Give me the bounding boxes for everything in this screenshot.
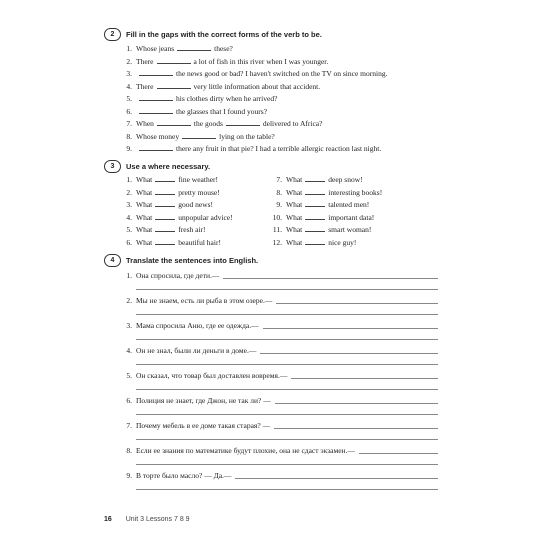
sentence-text: Мама спросила Аню, где ее одежда.— (136, 321, 259, 330)
exclamation-item (120, 238, 221, 247)
exclamation-item (120, 225, 206, 234)
item-number: 9. (126, 471, 132, 480)
item-text: deep snow! (328, 175, 363, 184)
answer-blank[interactable] (139, 144, 173, 151)
gap-fill-item (120, 144, 381, 153)
answer-blank[interactable] (155, 213, 175, 220)
answer-line[interactable] (275, 403, 438, 404)
item-number: 4. (126, 81, 132, 91)
gap-fill-item (120, 94, 277, 103)
item-text: the news good or bad? I haven't switched on the TV on since morning. (176, 69, 388, 78)
item-number: 7. (276, 175, 282, 184)
exercise-4-number: 4 (104, 254, 121, 267)
gap-fill-item (120, 57, 328, 66)
answer-blank[interactable] (305, 200, 325, 207)
translation-item (120, 296, 272, 305)
item-text: unpopular advice! (178, 212, 233, 222)
answer-blank[interactable] (157, 57, 191, 64)
translation-item (120, 346, 256, 355)
item-word: What (136, 175, 153, 184)
page-number: 16 (104, 516, 112, 523)
exclamation-item (120, 213, 233, 222)
exclamation-item (270, 225, 371, 234)
translation-item (120, 446, 355, 455)
exercise-2-number: 2 (104, 28, 121, 41)
item-number: 6. (126, 396, 132, 405)
gap-fill-item (120, 119, 322, 128)
answer-line[interactable] (263, 328, 438, 329)
item-text: very little information about that accident. (193, 81, 321, 91)
item-number: 3. (126, 200, 132, 209)
exclamation-item (120, 188, 220, 197)
answer-line[interactable] (136, 314, 438, 315)
answer-line[interactable] (274, 428, 438, 429)
item-text: fresh air! (178, 225, 206, 234)
item-word: What (136, 212, 153, 222)
item-word: What (286, 237, 303, 247)
gap-fill-item (120, 107, 267, 116)
item-text-after: delivered to Africa? (262, 119, 323, 128)
exercise-3-number: 3 (104, 160, 121, 173)
answer-blank[interactable] (157, 82, 191, 89)
exclamation-item (270, 175, 363, 184)
answer-blank[interactable] (305, 238, 325, 245)
answer-line[interactable] (136, 439, 438, 440)
gap-fill-item (120, 69, 387, 78)
answer-blank[interactable] (305, 175, 325, 182)
item-number: 4. (126, 212, 132, 222)
item-text: smart woman! (328, 225, 372, 234)
answer-line[interactable] (235, 478, 438, 479)
item-text: nice guy! (328, 237, 357, 247)
answer-line[interactable] (359, 453, 438, 454)
unit-label: Unit 3 Lessons 7 8 9 (125, 516, 190, 523)
translation-item (120, 321, 259, 330)
item-word: What (286, 212, 303, 222)
item-text: a lot of fish in this river when I was younger. (193, 56, 329, 66)
answer-line[interactable] (260, 353, 438, 354)
item-number: 1. (126, 271, 132, 280)
translation-item (120, 271, 219, 280)
item-number: 4. (126, 346, 132, 355)
item-text: the glasses that I found yours? (176, 106, 268, 116)
answer-blank[interactable] (155, 188, 175, 195)
item-text-before: Whose jeans (136, 44, 175, 53)
item-text: interesting books! (328, 187, 383, 197)
item-text: lying on the table? (219, 131, 275, 141)
item-number: 2. (126, 296, 132, 305)
answer-blank[interactable] (155, 200, 175, 207)
answer-blank[interactable] (139, 94, 173, 101)
item-word: What (286, 187, 303, 197)
answer-blank[interactable] (305, 225, 325, 232)
item-number: 8. (126, 131, 132, 141)
answer-blank[interactable] (155, 238, 175, 245)
answer-line[interactable] (223, 278, 438, 279)
page-footer (104, 516, 190, 523)
item-number: 9. (276, 200, 282, 209)
sentence-text: Полиция не знает, где Джон, не так ли? — (136, 396, 271, 405)
item-text: beautiful hair! (178, 237, 221, 247)
item-text: talented men! (328, 200, 370, 209)
item-number: 1. (126, 175, 132, 184)
translation-item (120, 371, 287, 380)
answer-blank[interactable] (155, 175, 175, 182)
answer-blank[interactable] (177, 44, 211, 51)
item-word: What (286, 200, 303, 209)
answer-blank[interactable] (139, 69, 173, 76)
exclamation-item (270, 213, 374, 222)
item-word: What (286, 225, 303, 234)
answer-line[interactable] (136, 364, 438, 365)
item-text-before: Whose money (136, 131, 180, 141)
gap-fill-item (120, 82, 320, 91)
item-word: What (286, 175, 303, 184)
item-number: 2. (126, 56, 132, 66)
sentence-text: Она спросила, где дети.— (136, 271, 220, 280)
answer-line[interactable] (136, 289, 438, 290)
item-number: 2. (126, 187, 132, 197)
exclamation-item (120, 175, 218, 184)
item-word: What (136, 237, 153, 247)
item-text: these? (214, 44, 233, 53)
item-text-before: There (136, 81, 154, 91)
item-number: 5. (126, 371, 132, 380)
answer-line[interactable] (291, 378, 438, 379)
answer-blank[interactable] (305, 213, 325, 220)
answer-line[interactable] (136, 339, 438, 340)
item-word: What (136, 200, 153, 209)
answer-blank[interactable] (182, 132, 216, 139)
item-number: 7. (126, 421, 132, 430)
sentence-text: Если ее знания по математике будут плохие, она не сдаст экзамен.— (136, 446, 355, 455)
item-number: 5. (126, 94, 132, 103)
item-text: fine weather! (178, 175, 219, 184)
item-text: the goods (193, 119, 223, 128)
item-text: important data! (328, 212, 375, 222)
sentence-text: Почему мебель в ее доме такая старая? — (136, 421, 271, 430)
answer-line[interactable] (136, 414, 438, 415)
answer-blank[interactable] (226, 119, 260, 126)
item-number: 9. (126, 144, 132, 153)
answer-line[interactable] (276, 303, 438, 304)
item-text: his clothes dirty when he arrived? (176, 94, 278, 103)
sentence-text: Он сказал, что товар был доставлен вовремя.— (136, 371, 288, 380)
item-number: 8. (126, 446, 132, 455)
exercise-4-title: Translate the sentences into English. (126, 256, 259, 265)
answer-blank[interactable] (157, 119, 191, 126)
sentence-text: Он не знал, были ли деньги в доме.— (136, 346, 257, 355)
exercise-2-title: Fill in the gaps with the correct forms of the verb to be. (126, 30, 322, 39)
item-number: 6. (126, 237, 132, 247)
exercise-3-title: Use a where necessary. (126, 162, 211, 171)
item-number: 8. (276, 187, 282, 197)
item-number: 5. (126, 225, 132, 234)
answer-line[interactable] (136, 389, 438, 390)
exercise-4-header (104, 254, 258, 267)
answer-blank[interactable] (305, 188, 325, 195)
sentence-text: Мы не знаем, есть ли рыба в этом озере.— (136, 296, 273, 305)
sentence-text: В торте было масло? — Да.— (136, 471, 232, 480)
item-number: 11. (272, 225, 282, 234)
exclamation-item (270, 200, 369, 209)
translation-item (120, 421, 270, 430)
translation-item (120, 396, 271, 405)
item-text-before: There (136, 56, 154, 66)
exclamation-item (270, 238, 356, 247)
item-number: 6. (126, 106, 132, 116)
item-text: pretty mouse! (178, 187, 220, 197)
exclamation-item (120, 200, 213, 209)
gap-fill-item (120, 132, 275, 141)
item-text: there any fruit in that pie? I had a terrible allergic reaction last night. (176, 144, 382, 153)
item-word: What (136, 187, 153, 197)
exercise-2-header (104, 28, 322, 41)
item-number: 1. (126, 44, 132, 53)
answer-blank[interactable] (155, 225, 175, 232)
translation-item (120, 471, 231, 480)
item-number: 7. (126, 119, 132, 128)
item-text: good news! (178, 200, 214, 209)
item-number: 3. (126, 321, 132, 330)
exclamation-item (270, 188, 382, 197)
exercise-3-header (104, 160, 210, 173)
item-number: 10. (272, 212, 282, 222)
item-number: 12. (272, 237, 282, 247)
item-text-before: When (136, 119, 154, 128)
item-word: What (136, 225, 153, 234)
answer-line[interactable] (136, 489, 438, 490)
answer-blank[interactable] (139, 107, 173, 114)
item-number: 3. (126, 69, 132, 78)
answer-line[interactable] (136, 464, 438, 465)
gap-fill-item (120, 44, 233, 53)
